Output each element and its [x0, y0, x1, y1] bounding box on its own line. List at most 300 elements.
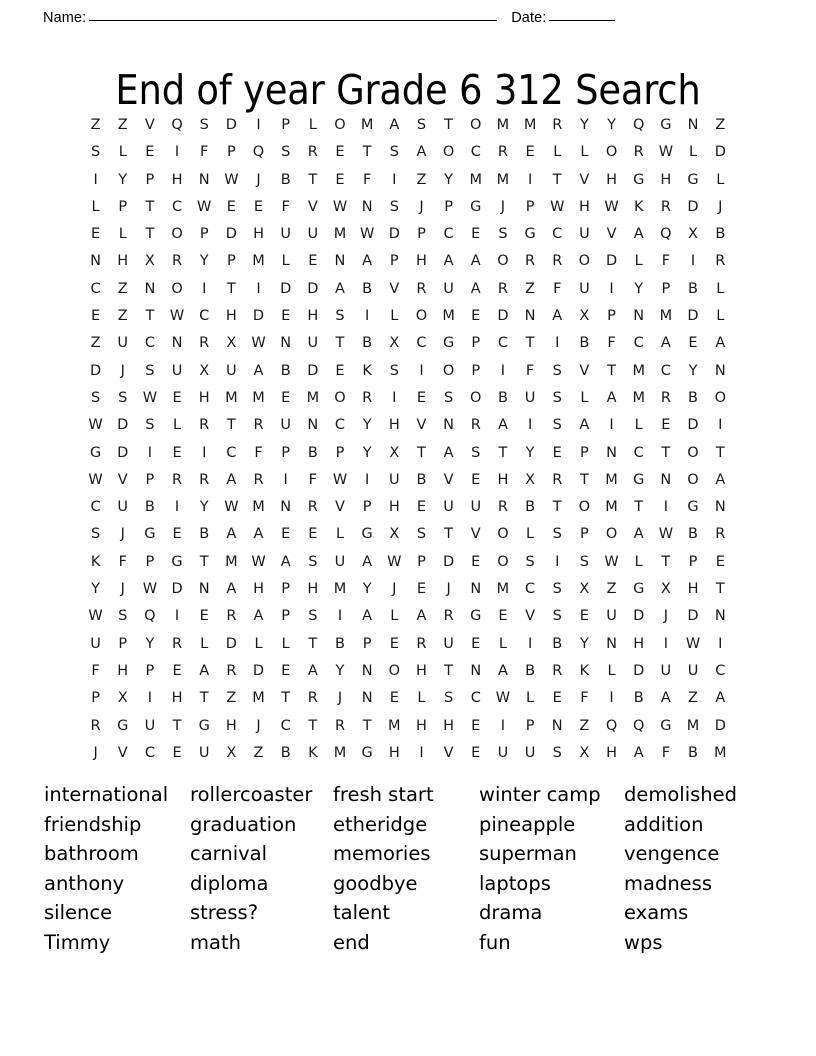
grid-cell[interactable]: B [307, 444, 318, 461]
grid-cell[interactable]: J [337, 690, 343, 707]
grid-cell[interactable]: U [307, 226, 319, 243]
grid-cell[interactable]: O [497, 553, 509, 570]
grid-cell[interactable]: O [687, 471, 699, 488]
grid-cell[interactable]: O [334, 117, 346, 133]
grid-cell[interactable]: X [660, 581, 671, 598]
grid-cell[interactable]: Y [199, 499, 209, 516]
grid-cell[interactable]: W [332, 471, 348, 488]
grid-cell[interactable]: L [173, 417, 182, 434]
grid-cell[interactable]: E [199, 608, 209, 625]
grid-cell[interactable]: J [93, 744, 98, 761]
grid-cell[interactable]: T [145, 226, 155, 243]
word-list-item[interactable]: math [190, 930, 241, 954]
grid-cell[interactable]: J [120, 526, 125, 543]
grid-cell[interactable]: M [252, 690, 265, 707]
grid-cell[interactable]: U [388, 471, 400, 488]
word-list-item[interactable]: winter camp [479, 783, 601, 806]
grid-cell[interactable]: Y [335, 662, 345, 679]
grid-cell[interactable]: L [281, 253, 290, 270]
grid-cell[interactable]: Y [634, 280, 644, 297]
grid-cell[interactable]: C [715, 662, 726, 679]
grid-cell[interactable]: W [550, 198, 565, 215]
grid-cell[interactable]: A [606, 389, 617, 406]
grid-cell[interactable]: E [281, 308, 291, 325]
grid-cell[interactable]: T [308, 635, 318, 652]
grid-cell[interactable]: S [416, 117, 427, 133]
grid-cell[interactable]: Y [362, 417, 372, 434]
word-list-item[interactable]: rollercoaster [190, 783, 313, 806]
grid-cell[interactable]: I [174, 144, 180, 161]
grid-cell[interactable]: U [307, 335, 319, 352]
word-list-item[interactable]: pineapple [479, 812, 576, 836]
grid-cell[interactable]: D [633, 608, 645, 625]
grid-cell[interactable]: B [335, 635, 345, 652]
grid-cell[interactable]: P [417, 226, 426, 243]
grid-cell[interactable]: X [688, 226, 698, 243]
grid-cell[interactable]: A [226, 471, 237, 488]
grid-cell[interactable]: W [658, 144, 674, 161]
grid-cell[interactable]: A [199, 662, 210, 679]
grid-cell[interactable]: H [388, 499, 400, 516]
grid-cell[interactable]: T [172, 717, 182, 734]
grid-cell[interactable]: G [198, 717, 210, 734]
grid-cell[interactable]: F [607, 335, 616, 352]
grid-cell[interactable]: J [663, 608, 668, 625]
grid-cell[interactable]: A [497, 662, 508, 679]
grid-cell[interactable]: W [224, 171, 239, 188]
grid-cell[interactable]: S [579, 553, 589, 570]
word-list-item[interactable]: demolished [624, 783, 738, 806]
grid-cell[interactable]: T [362, 144, 372, 161]
grid-cell[interactable]: O [171, 280, 183, 297]
grid-cell[interactable]: E [389, 635, 399, 652]
grid-cell[interactable]: E [335, 171, 345, 188]
grid-cell[interactable]: S [308, 608, 318, 625]
grid-cell[interactable]: W [359, 226, 375, 243]
grid-cell[interactable]: C [443, 226, 454, 243]
grid-cell[interactable]: H [198, 389, 210, 406]
grid-cell[interactable]: P [580, 444, 589, 461]
grid-cell[interactable]: W [251, 335, 266, 352]
word-list-item[interactable]: bathroom [44, 842, 139, 866]
grid-cell[interactable]: G [361, 526, 373, 543]
grid-cell[interactable]: W [332, 198, 348, 215]
grid-cell[interactable]: J [718, 198, 723, 215]
word-list-item[interactable]: laptops [479, 871, 551, 895]
grid-cell[interactable]: L [716, 308, 725, 325]
grid-cell[interactable]: E [90, 226, 101, 243]
grid-cell[interactable]: L [91, 198, 100, 215]
grid-cell[interactable]: X [579, 308, 590, 325]
grid-cell[interactable]: X [226, 744, 237, 761]
grid-cell[interactable]: O [415, 308, 428, 325]
grid-cell[interactable]: P [661, 280, 671, 297]
grid-cell[interactable]: E [715, 553, 725, 570]
grid-cell[interactable]: A [253, 608, 264, 625]
grid-cell[interactable]: D [252, 308, 265, 325]
grid-cell[interactable]: E [335, 362, 345, 379]
grid-cell[interactable]: K [90, 553, 101, 570]
grid-cell[interactable]: C [334, 417, 346, 434]
grid-cell[interactable]: D [633, 662, 645, 679]
grid-cell[interactable]: I [147, 444, 153, 461]
grid-cell[interactable]: E [308, 253, 318, 270]
grid-cell[interactable]: R [172, 253, 183, 270]
grid-cell[interactable]: R [362, 389, 373, 406]
grid-cell[interactable]: Q [660, 226, 672, 243]
grid-cell[interactable]: P [145, 471, 155, 488]
grid-cell[interactable]: S [552, 417, 562, 434]
grid-cell[interactable]: Z [715, 117, 726, 133]
grid-cell[interactable]: A [715, 335, 726, 352]
grid-cell[interactable]: H [606, 171, 617, 188]
grid-cell[interactable]: B [525, 499, 536, 516]
grid-cell[interactable]: T [607, 362, 616, 379]
grid-cell[interactable]: I [419, 362, 424, 379]
grid-cell[interactable]: T [308, 717, 318, 734]
grid-cell[interactable]: U [470, 499, 482, 516]
grid-cell[interactable]: W [251, 553, 266, 570]
word-search-grid[interactable] [82, 112, 734, 767]
word-list-item[interactable]: anthony [44, 871, 125, 895]
grid-cell[interactable]: L [634, 417, 643, 434]
grid-cell[interactable]: V [416, 417, 427, 434]
grid-cell[interactable]: P [525, 717, 535, 734]
word-list-item[interactable]: graduation [190, 812, 297, 836]
grid-cell[interactable]: E [471, 308, 481, 325]
grid-cell[interactable]: B [280, 171, 291, 188]
word-list-item[interactable]: end [333, 930, 370, 954]
grid-cell[interactable]: F [553, 280, 562, 297]
grid-cell[interactable]: V [579, 362, 590, 379]
grid-cell[interactable]: N [470, 662, 482, 679]
grid-cell[interactable]: A [416, 608, 427, 625]
grid-cell[interactable]: W [658, 526, 674, 543]
grid-cell[interactable]: B [688, 389, 698, 406]
grid-cell[interactable]: T [634, 499, 644, 516]
word-list-item[interactable]: silence [44, 901, 113, 925]
grid-cell[interactable]: S [552, 362, 562, 379]
grid-cell[interactable]: N [280, 335, 292, 352]
grid-cell[interactable]: E [389, 690, 399, 707]
grid-cell[interactable]: V [389, 280, 400, 297]
grid-cell[interactable]: U [334, 553, 346, 570]
word-list-item[interactable]: exams [624, 901, 689, 925]
grid-cell[interactable]: M [496, 171, 510, 188]
grid-cell[interactable]: U [117, 335, 129, 352]
grid-cell[interactable]: E [661, 417, 671, 434]
grid-cell[interactable]: M [632, 389, 645, 406]
grid-cell[interactable]: A [470, 280, 481, 297]
grid-cell[interactable]: R [253, 417, 264, 434]
grid-cell[interactable]: E [471, 553, 481, 570]
grid-cell[interactable]: E [281, 662, 291, 679]
grid-cell[interactable]: J [256, 171, 261, 188]
grid-cell[interactable]: G [171, 553, 183, 570]
grid-cell[interactable]: W [142, 581, 158, 598]
word-list-item[interactable]: memories [333, 842, 431, 866]
grid-cell[interactable]: H [660, 171, 672, 188]
grid-cell[interactable]: G [687, 171, 699, 188]
grid-cell[interactable]: R [552, 117, 563, 133]
grid-cell[interactable]: H [687, 581, 699, 598]
grid-cell[interactable]: O [578, 253, 591, 270]
grid-cell[interactable]: S [145, 417, 155, 434]
grid-cell[interactable]: N [198, 581, 210, 598]
grid-cell[interactable]: N [280, 499, 292, 516]
grid-cell[interactable]: O [687, 444, 699, 461]
grid-cell[interactable]: Z [606, 581, 617, 598]
grid-cell[interactable]: M [225, 389, 238, 406]
grid-cell[interactable]: L [688, 144, 698, 161]
grid-cell[interactable]: C [552, 226, 563, 243]
grid-cell[interactable]: O [171, 226, 183, 243]
grid-cell[interactable]: P [688, 553, 698, 570]
grid-cell[interactable]: A [307, 662, 318, 679]
word-list-item[interactable]: diploma [190, 871, 269, 895]
word-list-item[interactable]: addition [624, 812, 704, 836]
grid-cell[interactable]: N [606, 635, 617, 652]
grid-cell[interactable]: M [686, 717, 700, 734]
grid-cell[interactable]: T [552, 499, 562, 516]
grid-cell[interactable]: F [661, 744, 671, 761]
grid-cell[interactable]: Z [253, 744, 264, 761]
grid-cell[interactable]: S [471, 444, 481, 461]
grid-cell[interactable]: Q [252, 144, 265, 161]
grid-cell[interactable]: S [389, 144, 399, 161]
grid-cell[interactable]: R [416, 280, 427, 297]
grid-cell[interactable]: L [118, 226, 127, 243]
grid-cell[interactable]: S [552, 526, 562, 543]
grid-cell[interactable]: O [605, 526, 618, 543]
grid-cell[interactable]: L [634, 553, 643, 570]
grid-cell[interactable]: R [715, 253, 726, 270]
grid-cell[interactable]: G [89, 444, 102, 461]
grid-cell[interactable]: A [253, 526, 264, 543]
grid-cell[interactable]: A [226, 581, 237, 598]
grid-cell[interactable]: U [443, 280, 454, 297]
grid-cell[interactable]: A [253, 362, 264, 379]
grid-cell[interactable]: R [307, 144, 318, 161]
word-list-item[interactable]: friendship [44, 812, 142, 836]
grid-cell[interactable]: D [687, 608, 699, 625]
grid-cell[interactable]: W [169, 308, 185, 325]
grid-cell[interactable]: O [714, 389, 726, 406]
grid-cell[interactable]: P [362, 635, 372, 652]
grid-cell[interactable]: D [687, 308, 699, 325]
grid-cell[interactable]: R [199, 417, 210, 434]
grid-cell[interactable]: P [281, 608, 291, 625]
grid-cell[interactable]: S [444, 389, 454, 406]
grid-cell[interactable]: T [444, 662, 454, 679]
grid-cell[interactable]: Y [688, 362, 698, 379]
grid-cell[interactable]: K [633, 198, 644, 215]
grid-cell[interactable]: X [144, 253, 155, 270]
name-write-line[interactable] [89, 19, 497, 21]
grid-cell[interactable]: T [417, 444, 426, 461]
grid-cell[interactable]: T [552, 171, 562, 188]
grid-cell[interactable]: D [687, 417, 699, 434]
word-list-item[interactable]: superman [479, 842, 577, 866]
grid-cell[interactable]: F [91, 662, 100, 679]
grid-cell[interactable]: M [523, 117, 537, 133]
grid-cell[interactable]: D [714, 717, 726, 734]
grid-cell[interactable]: F [254, 444, 263, 461]
grid-cell[interactable]: K [579, 662, 590, 679]
grid-cell[interactable]: B [688, 526, 698, 543]
grid-cell[interactable]: S [145, 362, 155, 379]
grid-cell[interactable]: G [633, 171, 645, 188]
grid-cell[interactable]: E [498, 608, 508, 625]
grid-cell[interactable]: N [551, 717, 563, 734]
grid-cell[interactable]: B [579, 335, 590, 352]
grid-cell[interactable]: N [660, 471, 672, 488]
grid-cell[interactable]: M [714, 744, 727, 761]
grid-cell[interactable]: P [281, 117, 291, 133]
grid-cell[interactable]: M [496, 581, 510, 598]
grid-cell[interactable]: O [388, 662, 400, 679]
grid-cell[interactable]: Y [145, 635, 155, 652]
grid-cell[interactable]: O [497, 526, 509, 543]
grid-cell[interactable]: H [443, 717, 455, 734]
grid-cell[interactable]: P [525, 198, 535, 215]
grid-cell[interactable]: I [365, 308, 370, 325]
grid-cell[interactable]: H [253, 226, 264, 243]
grid-cell[interactable]: P [417, 553, 426, 570]
grid-cell[interactable]: M [659, 308, 673, 325]
grid-cell[interactable]: V [525, 608, 536, 625]
grid-cell[interactable]: B [497, 389, 508, 406]
grid-cell[interactable]: M [333, 581, 347, 598]
grid-cell[interactable]: M [225, 553, 238, 570]
grid-cell[interactable]: E [281, 389, 291, 406]
grid-cell[interactable]: E [253, 198, 264, 215]
grid-cell[interactable]: B [525, 662, 536, 679]
grid-cell[interactable]: U [524, 389, 536, 406]
grid-cell[interactable]: Q [632, 717, 645, 734]
grid-cell[interactable]: L [526, 690, 535, 707]
grid-cell[interactable]: U [443, 499, 454, 516]
grid-cell[interactable]: D [687, 198, 699, 215]
grid-cell[interactable]: R [715, 526, 726, 543]
grid-cell[interactable]: L [498, 635, 507, 652]
grid-cell[interactable]: V [470, 526, 481, 543]
grid-cell[interactable]: H [307, 308, 319, 325]
grid-cell[interactable]: V [335, 499, 345, 516]
word-list-item[interactable]: etheridge [333, 812, 428, 836]
grid-cell[interactable]: O [334, 389, 346, 406]
grid-cell[interactable]: I [174, 499, 180, 516]
grid-cell[interactable]: R [470, 417, 481, 434]
grid-cell[interactable]: V [117, 744, 128, 761]
grid-cell[interactable]: F [281, 198, 290, 215]
grid-cell[interactable]: A [715, 690, 726, 707]
grid-cell[interactable]: P [471, 362, 481, 379]
date-write-line[interactable] [549, 19, 615, 21]
grid-cell[interactable]: S [199, 117, 209, 133]
grid-cell[interactable]: D [117, 417, 129, 434]
grid-cell[interactable]: O [442, 362, 455, 379]
grid-cell[interactable]: A [443, 253, 454, 270]
grid-cell[interactable]: I [609, 417, 614, 434]
grid-cell[interactable]: T [308, 171, 318, 188]
grid-cell[interactable]: T [199, 553, 209, 570]
grid-cell[interactable]: T [145, 198, 155, 215]
grid-cell[interactable]: V [606, 226, 617, 243]
grid-cell[interactable]: N [470, 581, 482, 598]
grid-cell[interactable]: I [202, 444, 207, 461]
grid-cell[interactable]: L [716, 280, 725, 297]
grid-cell[interactable]: R [334, 717, 346, 734]
grid-cell[interactable]: T [579, 471, 589, 488]
grid-cell[interactable]: A [362, 553, 373, 570]
grid-cell[interactable]: C [633, 444, 644, 461]
grid-cell[interactable]: R [172, 471, 183, 488]
grid-cell[interactable]: N [334, 253, 346, 270]
grid-cell[interactable]: X [117, 690, 128, 707]
grid-cell[interactable]: Z [579, 717, 590, 734]
grid-cell[interactable]: I [718, 417, 723, 434]
grid-cell[interactable]: D [443, 553, 455, 570]
grid-cell[interactable]: W [142, 389, 158, 406]
grid-cell[interactable]: R [660, 389, 671, 406]
grid-cell[interactable]: N [361, 198, 373, 215]
grid-cell[interactable]: T [226, 417, 236, 434]
word-list-item[interactable]: international [44, 783, 169, 806]
grid-cell[interactable]: B [416, 471, 427, 488]
grid-cell[interactable]: A [633, 526, 644, 543]
grid-cell[interactable]: S [525, 553, 535, 570]
grid-cell[interactable]: C [144, 335, 155, 352]
grid-cell[interactable]: E [579, 608, 589, 625]
grid-cell[interactable]: I [663, 635, 668, 652]
grid-cell[interactable]: A [470, 253, 481, 270]
grid-cell[interactable]: D [225, 635, 237, 652]
grid-cell[interactable]: N [198, 171, 210, 188]
grid-cell[interactable]: L [308, 117, 317, 133]
grid-cell[interactable]: C [280, 717, 291, 734]
grid-cell[interactable]: M [605, 471, 618, 488]
grid-cell[interactable]: B [688, 280, 698, 297]
grid-cell[interactable]: P [281, 444, 291, 461]
grid-cell[interactable]: R [226, 608, 237, 625]
grid-cell[interactable]: O [470, 117, 482, 133]
grid-cell[interactable]: G [633, 471, 645, 488]
grid-cell[interactable]: E [471, 717, 481, 734]
grid-cell[interactable]: G [633, 581, 645, 598]
grid-cell[interactable]: M [496, 117, 510, 133]
grid-cell[interactable]: E [471, 744, 481, 761]
grid-cell[interactable]: W [604, 553, 619, 570]
grid-cell[interactable]: N [524, 308, 536, 325]
grid-cell[interactable]: I [147, 690, 153, 707]
grid-cell[interactable]: X [389, 526, 400, 543]
grid-cell[interactable]: W [88, 471, 103, 488]
grid-cell[interactable]: M [333, 226, 347, 243]
grid-cell[interactable]: H [388, 744, 400, 761]
grid-cell[interactable]: D [89, 362, 102, 379]
grid-cell[interactable]: A [362, 253, 373, 270]
grid-cell[interactable]: W [387, 553, 402, 570]
grid-cell[interactable]: P [580, 526, 589, 543]
grid-cell[interactable]: P [118, 635, 128, 652]
grid-cell[interactable]: F [200, 144, 209, 161]
grid-cell[interactable]: W [88, 608, 103, 625]
grid-cell[interactable]: X [199, 362, 210, 379]
grid-cell[interactable]: N [144, 280, 156, 297]
grid-cell[interactable]: M [252, 499, 265, 516]
grid-cell[interactable]: P [91, 690, 100, 707]
